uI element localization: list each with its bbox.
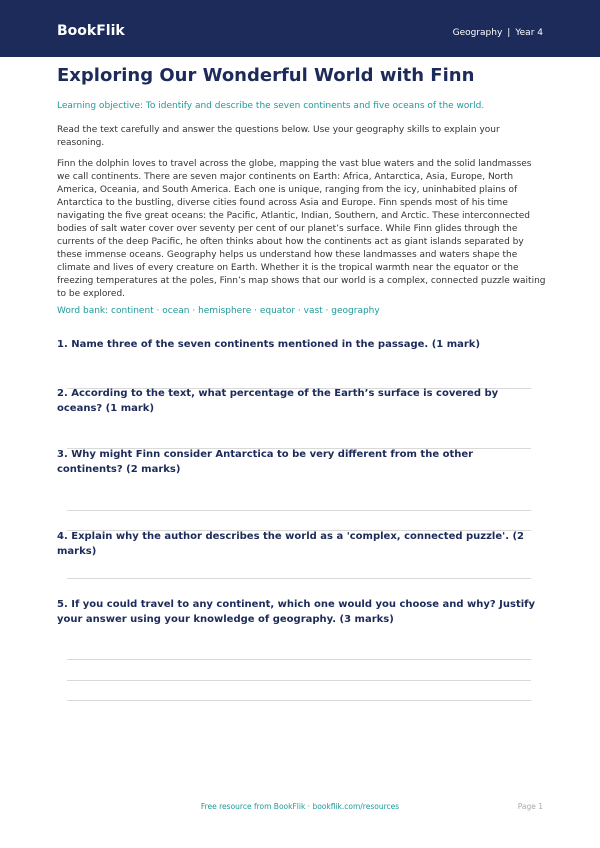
footer-resource-link[interactable]: Free resource from BookFlik · bookflik.com/resources [200, 802, 400, 811]
instructions-text: Read the text carefully and answer the questions below. Use your geography skills to explain your reasoning. [57, 125, 500, 148]
page-title: Exploring Our Wonderful World with Finn [57, 65, 475, 86]
question-4: 4. Explain why the author describes the world as a 'complex, connected puzzle'. (2 marks) [57, 531, 525, 557]
subject-breadcrumb [453, 28, 543, 38]
breadcrumb-separator: | [507, 28, 511, 38]
question-2: 2. According to the text, what percentage of the Earth’s surface is covered by oceans? (1 mark) [57, 388, 499, 414]
question-1: 1. Name three of the seven continents mentioned in the passage. (1 mark) [57, 339, 481, 350]
subject-label: Geography [452, 28, 503, 38]
page-number: Page 1 [517, 802, 543, 811]
question-5: 5. If you could travel to any continent, which one would you choose and why? Justify your answer using your knowledge of geography. (3 marks) [57, 599, 536, 625]
answer-line[interactable] [67, 578, 531, 579]
header-bar [0, 0, 600, 57]
learning-objective: Learning objective: To identify and describe the seven continents and five oceans of the world. [57, 101, 485, 111]
word-bank: Word bank: continent · ocean · hemisphere · equator · vast · geography [57, 306, 380, 316]
brand-logo: BookFlik [57, 23, 125, 39]
reading-passage: Finn the dolphin loves to travel across the globe, mapping the vast blue waters and the solid landmasses we call continents. There are seven major continents on Earth: Africa, Antarctica, Asia, Europe, North America, Oceania, and South America. Each one is unique, ranging from the icy, uninhabited plains of Antarctica to the bustling, diverse cities found across Asia and Europe. Finn spends most of his time navigating the five great oceans: the Pacific, Atlantic, Indian, Southern, and Arctic. These interconnected bodies of salt water cover over seventy per cent of our planet’s surface. While Finn glides through the currents of the deep Pacific, he often thinks about how the continents act as giant islands separated by these immense oceans. Geography helps us understand how these landmasses and waters shape the climate and lives of every creature on Earth. Whether it is the tropical warmth near the equator or the freezing temperatures at the poles, Finn’s map shows that our world is a complex, connected puzzle waiting to be explored. [57, 159, 546, 299]
answer-line[interactable] [67, 510, 531, 511]
answer-line[interactable] [67, 700, 531, 701]
question-3: 3. Why might Finn consider Antarctica to be very different from the other continents? (2 marks) [57, 449, 474, 475]
answer-line[interactable] [67, 659, 531, 660]
answer-line[interactable] [67, 680, 531, 681]
year-label: Year 4 [515, 28, 543, 38]
